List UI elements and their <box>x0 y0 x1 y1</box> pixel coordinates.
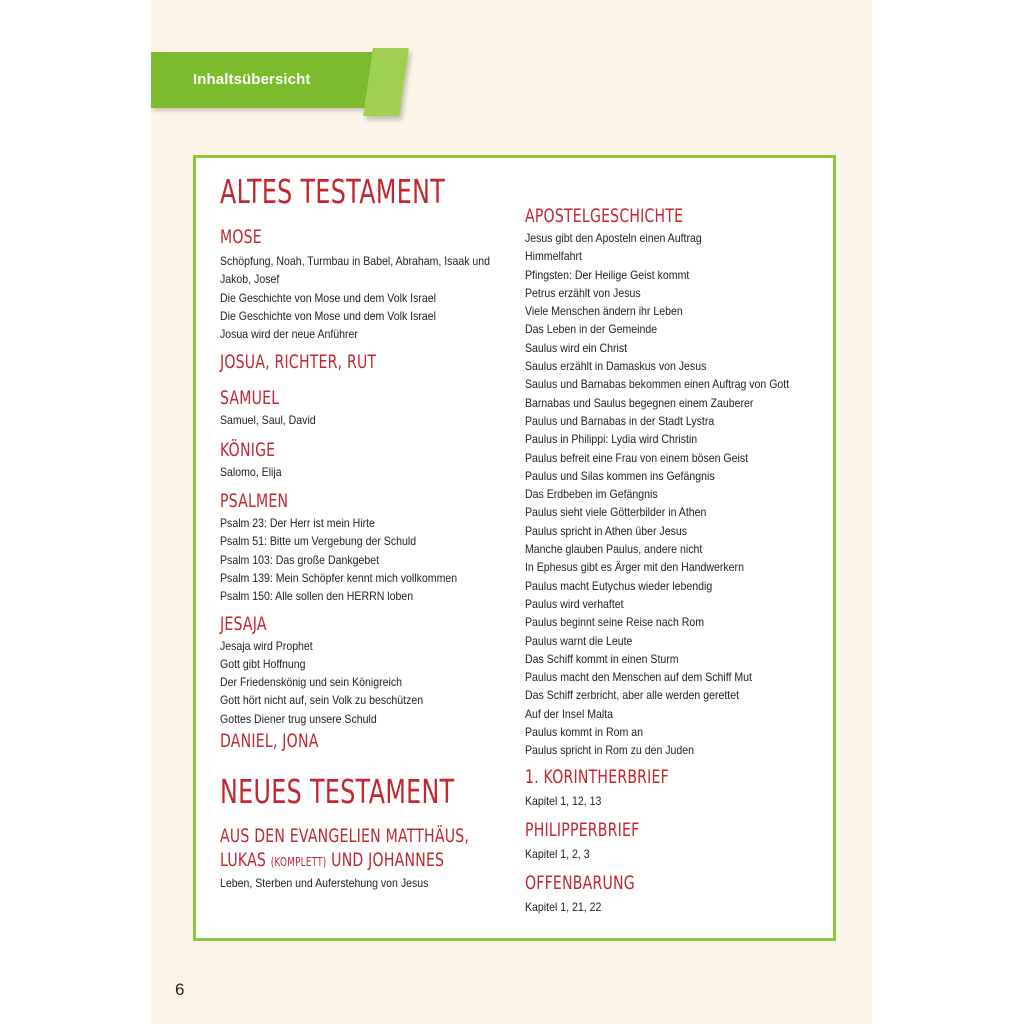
toc-entry: Psalm 23: Der Herr ist mein Hirte <box>220 516 375 531</box>
toc-entry: Kapitel 1, 2, 3 <box>525 846 590 861</box>
page-number: 6 <box>175 980 185 999</box>
heading-part: LUKAS <box>220 849 271 872</box>
toc-entry: Paulus und Silas kommen ins Gefängnis <box>525 468 715 483</box>
toc-entry: Das Erdbeben im Gefängnis <box>525 487 658 502</box>
toc-entry: Die Geschichte von Mose und dem Volk Israel <box>220 290 437 305</box>
toc-entry: Paulus macht den Menschen auf dem Schiff Mut <box>525 670 752 685</box>
toc-entry: Gott gibt Hoffnung <box>220 656 306 671</box>
section-heading-psalmen: PSALMEN <box>220 490 289 513</box>
heading-part: UND JOHANNES <box>326 849 445 872</box>
section-heading-daniel-jona: DANIEL, JONA <box>220 730 319 753</box>
toc-entry: Saulus erzählt in Damaskus von Jesus <box>525 359 707 374</box>
toc-entry: Schöpfung, Noah, Turmbau in Babel, Abraham, Isaak und Jakob, Josef <box>220 254 491 287</box>
toc-entry: Gottes Diener trug unsere Schuld <box>220 711 377 726</box>
toc-entry: Paulus kommt in Rom an <box>525 725 643 740</box>
toc-entry: Kapitel 1, 21, 22 <box>525 900 602 915</box>
toc-entry: Psalm 139: Mein Schöpfer kennt mich vollkommen <box>220 570 458 585</box>
toc-entry: In Ephesus gibt es Ärger mit den Handwerkern <box>525 560 744 575</box>
toc-entry: Manche glauben Paulus, andere nicht <box>525 542 703 557</box>
tab-title: Inhaltsübersicht <box>193 71 311 88</box>
toc-entry: Jesaja wird Prophet <box>220 638 313 653</box>
toc-entry: Leben, Sterben und Auferstehung von Jesus <box>220 876 429 891</box>
toc-entry: Paulus macht Eutychus wieder lebendig <box>525 578 713 593</box>
toc-entry: Josua wird der neue Anführer <box>220 327 358 342</box>
apostelgeschichte-list <box>525 229 830 760</box>
toc-entry: Paulus sieht viele Götterbilder in Athen <box>525 505 707 520</box>
toc-entry: Psalm 150: Alle sollen den HERRN loben <box>220 589 414 604</box>
neues-testament-title: NEUES TESTAMENT <box>220 772 455 812</box>
toc-entry: Kapitel 1, 12, 13 <box>525 793 602 808</box>
toc-entry: Der Friedenskönig und sein Königreich <box>220 675 402 690</box>
toc-entry: Das Schiff kommt in einen Sturm <box>525 651 679 666</box>
toc-entry: Paulus befreit eine Frau von einem bösen Geist <box>525 450 749 465</box>
toc-entry: Psalm 103: Das große Dankgebet <box>220 552 380 567</box>
toc-entry: Viele Menschen ändern ihr Leben <box>525 304 683 319</box>
section-heading-korintherbrief: 1. KORINTHERBRIEF <box>525 765 669 788</box>
section-heading-jesaja: JESAJA <box>220 612 267 635</box>
toc-entry: Psalm 51: Bitte um Vergebung der Schuld <box>220 534 417 549</box>
altes-testament-title: ALTES TESTAMENT <box>220 172 446 211</box>
toc-entry: Petrus erzählt von Jesus <box>525 285 641 300</box>
toc-entry: Paulus spricht in Athen über Jesus <box>525 523 688 538</box>
heading-small-part: (KOMPLETT) <box>270 855 327 870</box>
section-heading-evangelien-line2 <box>220 848 445 874</box>
section-heading-koenige: KÖNIGE <box>220 438 276 461</box>
toc-entry: Saulus und Barnabas bekommen einen Auftrag von Gott <box>525 377 790 392</box>
toc-entry: Das Leben in der Gemeinde <box>525 322 658 337</box>
toc-entry: Himmelfahrt <box>525 249 582 264</box>
toc-entry: Das Schiff zerbricht, aber alle werden gerettet <box>525 688 740 703</box>
toc-entry: Paulus in Philippi: Lydia wird Christin <box>525 432 698 447</box>
right-column <box>525 203 830 917</box>
toc-entry: Paulus warnt die Leute <box>525 633 633 648</box>
section-heading-samuel: SAMUEL <box>220 387 280 410</box>
toc-entry: Paulus wird verhaftet <box>525 596 624 611</box>
section-heading-mose: MOSE <box>220 226 262 248</box>
toc-entry: Salomo, Elija <box>220 464 282 479</box>
toc-entry: Barnabas und Saulus begegnen einem Zauberer <box>525 395 754 410</box>
toc-entry: Jesus gibt den Aposteln einen Auftrag <box>525 231 702 245</box>
section-heading-apostelgeschichte: APOSTELGESCHICHTE <box>525 205 684 227</box>
toc-entry: Die Geschichte von Mose und dem Volk Israel <box>220 308 437 323</box>
toc-entry: Paulus spricht in Rom zu den Juden <box>525 743 695 758</box>
left-column <box>220 172 510 892</box>
toc-entry: Paulus und Barnabas in der Stadt Lystra <box>525 413 715 428</box>
toc-entry: Samuel, Saul, David <box>220 413 316 428</box>
toc-entry: Auf der Insel Malta <box>525 706 614 721</box>
toc-entry: Gott hört nicht auf, sein Volk zu beschützen <box>220 693 424 708</box>
toc-entry: Saulus wird ein Christ <box>525 340 628 355</box>
section-heading-evangelien-line1: AUS DEN EVANGELIEN MATTHÄUS, <box>220 825 470 848</box>
toc-entry: Paulus beginnt seine Reise nach Rom <box>525 615 705 630</box>
section-heading-philipperbrief: PHILIPPERBRIEF <box>525 818 640 841</box>
toc-entry: Pfingsten: Der Heilige Geist kommt <box>525 267 690 282</box>
section-heading-offenbarung: OFFENBARUNG <box>525 872 635 895</box>
section-heading-josua: JOSUA, RICHTER, RUT <box>220 351 377 374</box>
